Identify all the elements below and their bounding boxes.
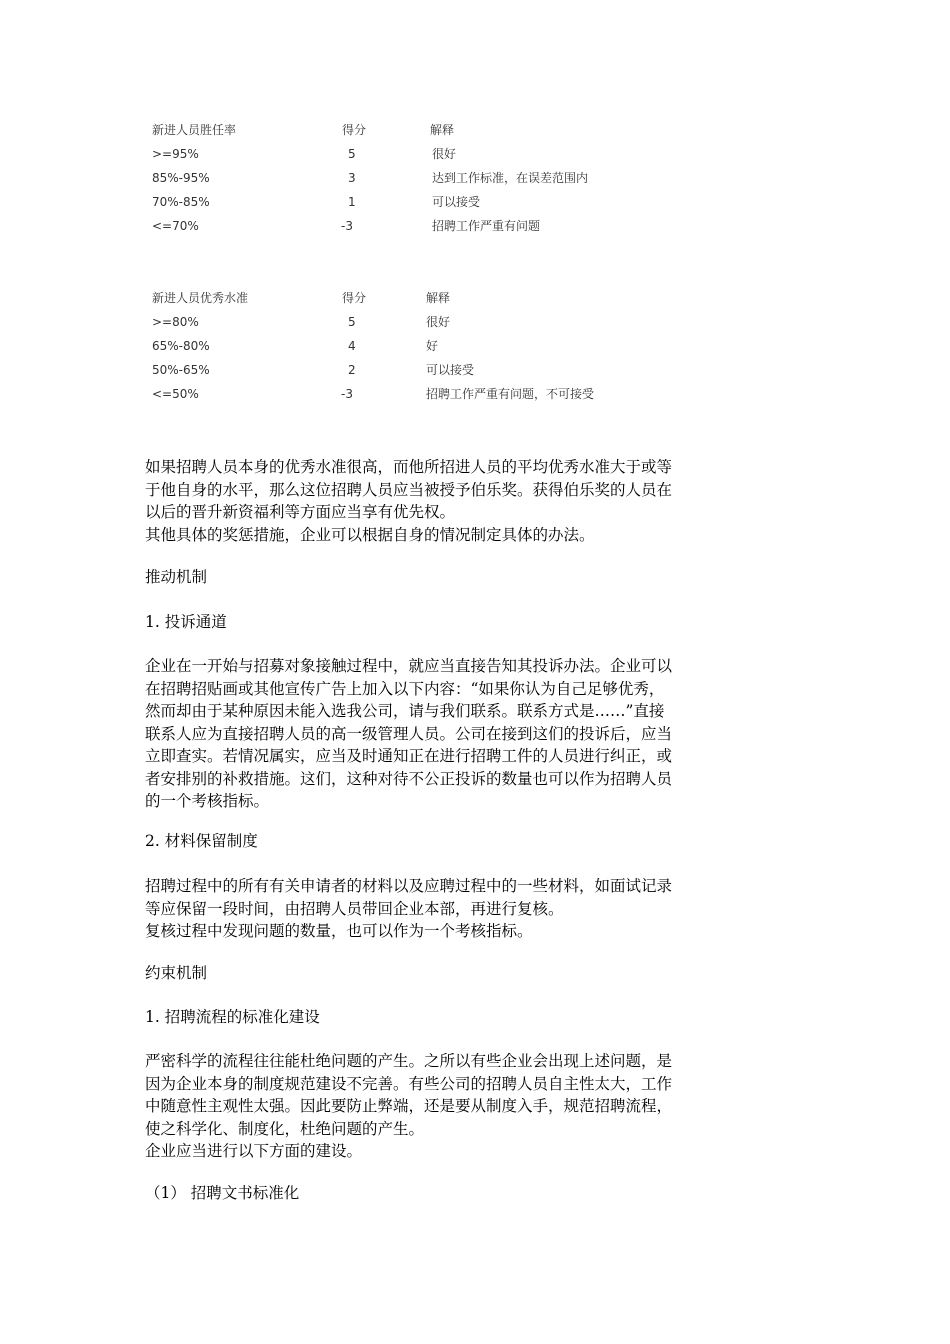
paragraph-line: 等应保留一段时间，由招聘人员带回企业本部，再进行复核。	[145, 899, 564, 918]
standard-paragraph	[145, 1050, 815, 1163]
subheading: （1） 招聘文书标准化	[145, 1184, 300, 1202]
table-row	[152, 190, 672, 214]
subheading-material	[145, 830, 815, 853]
table-header-cell: 得分	[342, 123, 367, 137]
table-cell: 85%-95%	[152, 171, 210, 185]
table-header-cell: 解释	[430, 123, 455, 137]
table-cell: 1	[348, 195, 356, 209]
table-header-cell: 新进人员优秀水准	[152, 291, 249, 305]
table-cell: <=50%	[152, 387, 199, 401]
table-header-cell: 新进人员胜任率	[152, 123, 237, 137]
table-cell: >=95%	[152, 147, 199, 161]
paragraph-line: 因为企业本身的制度规范建设不完善。有些公司的招聘人员自主性太大，工作	[145, 1074, 673, 1093]
paragraph-line: 联系人应为直接招聘人员的高一级管理人员。公司在接到这们的投诉后，应当	[145, 724, 673, 743]
complaint-paragraph	[145, 655, 815, 813]
paragraph-line: 招聘过程中的所有有关申请者的材料以及应聘过程中的一些材料，如面试记录	[145, 877, 673, 895]
table-cell: 可以接受	[432, 195, 481, 209]
section-heading: 约束机制	[145, 964, 208, 982]
body-text	[145, 456, 815, 546]
table-row	[152, 310, 672, 334]
subheading: 1. 投诉通道	[145, 613, 227, 631]
table-row	[152, 142, 672, 166]
table-cell: 5	[348, 315, 356, 329]
paragraph-line: 如果招聘人员本身的优秀水准很高，而他所招进人员的平均优秀水准大于或等	[145, 458, 673, 476]
table-cell: 5	[348, 147, 356, 161]
section-heading-constraint	[145, 962, 815, 985]
table-cell: <=70%	[152, 219, 199, 233]
table-cell: 达到工作标准，在误差范围内	[432, 171, 589, 185]
paragraph-line: 在招聘招贴画或其他宣传广告上加入以下内容：“如果你认为自己足够优秀，	[145, 679, 665, 698]
paragraph-line: 严密科学的流程往往能杜绝问题的产生。之所以有些企业会出现上述问题，是	[145, 1052, 673, 1070]
table-row	[152, 358, 672, 382]
table-cell: 招聘工作严重有问题	[432, 219, 541, 233]
table-header-cell: 得分	[342, 291, 367, 305]
table-cell: 50%-65%	[152, 363, 210, 377]
table-row	[152, 166, 672, 190]
paragraph-line: 的一个考核指标。	[145, 792, 270, 810]
table-header-row	[152, 286, 672, 310]
subheading-standard	[145, 1006, 815, 1029]
table-cell: 4	[348, 339, 356, 353]
table-cell: 70%-85%	[152, 195, 210, 209]
competency-rate-table	[152, 118, 672, 238]
table-cell: 很好	[432, 147, 457, 161]
paragraph-line: 复核过程中发现问题的数量，也可以作为一个考核指标。	[145, 922, 533, 940]
paragraph-line: 中随意性主观性太强。因此要防止弊端，还是要从制度入手，规范招聘流程，	[145, 1097, 673, 1115]
table-cell: >=80%	[152, 315, 199, 329]
table-header-cell: 解释	[426, 291, 451, 305]
paragraph-line: 者安排别的补救措施。这们，这种对待不公正投诉的数量也可以作为招聘人员	[145, 769, 673, 788]
subheading-complaint	[145, 611, 815, 634]
table-cell: 招聘工作严重有问题，不可接受	[426, 387, 595, 401]
table-cell: 2	[348, 363, 356, 377]
paragraph-line: 其他具体的奖惩措施，企业可以根据自身的情况制定具体的办法。	[145, 525, 595, 544]
section-heading: 推动机制	[145, 568, 208, 586]
paragraph-line: 然而却由于某种原因未能入选我公司，请与我们联系。联系方式是……”直接	[145, 702, 665, 720]
table-cell: 好	[426, 339, 439, 353]
subheading-docs	[145, 1182, 815, 1205]
table-cell: -3	[341, 219, 353, 233]
paragraph-line: 使之科学化、制度化，杜绝问题的产生。	[145, 1119, 425, 1138]
paragraph-line: 企业应当进行以下方面的建设。	[145, 1142, 363, 1160]
table-cell: 可以接受	[426, 363, 475, 377]
table-row	[152, 214, 672, 238]
table-cell: 很好	[426, 315, 451, 329]
material-paragraph	[145, 875, 815, 943]
table-row	[152, 382, 672, 406]
excellence-standard-table	[152, 286, 672, 406]
subheading: 1. 招聘流程的标准化建设	[145, 1008, 320, 1026]
table-cell: -3	[341, 387, 353, 401]
paragraph-line: 立即查实。若情况属实，应当及时通知正在进行招聘工件的人员进行纠正，或	[145, 747, 673, 765]
table-cell: 65%-80%	[152, 339, 210, 353]
table-cell: 3	[348, 171, 356, 185]
table-header-row	[152, 118, 672, 142]
table-row	[152, 334, 672, 358]
subheading: 2. 材料保留制度	[145, 832, 258, 850]
paragraph-line: 企业在一开始与招募对象接触过程中，就应当直接告知其投诉办法。企业可以	[145, 657, 673, 675]
paragraph-line: 以后的晋升新资福利等方面应当享有优先权。	[145, 503, 456, 521]
section-heading-push	[145, 566, 815, 589]
paragraph-line: 于他自身的水平，那么这位招聘人员应当被授予伯乐奖。获得伯乐奖的人员在	[145, 480, 673, 499]
